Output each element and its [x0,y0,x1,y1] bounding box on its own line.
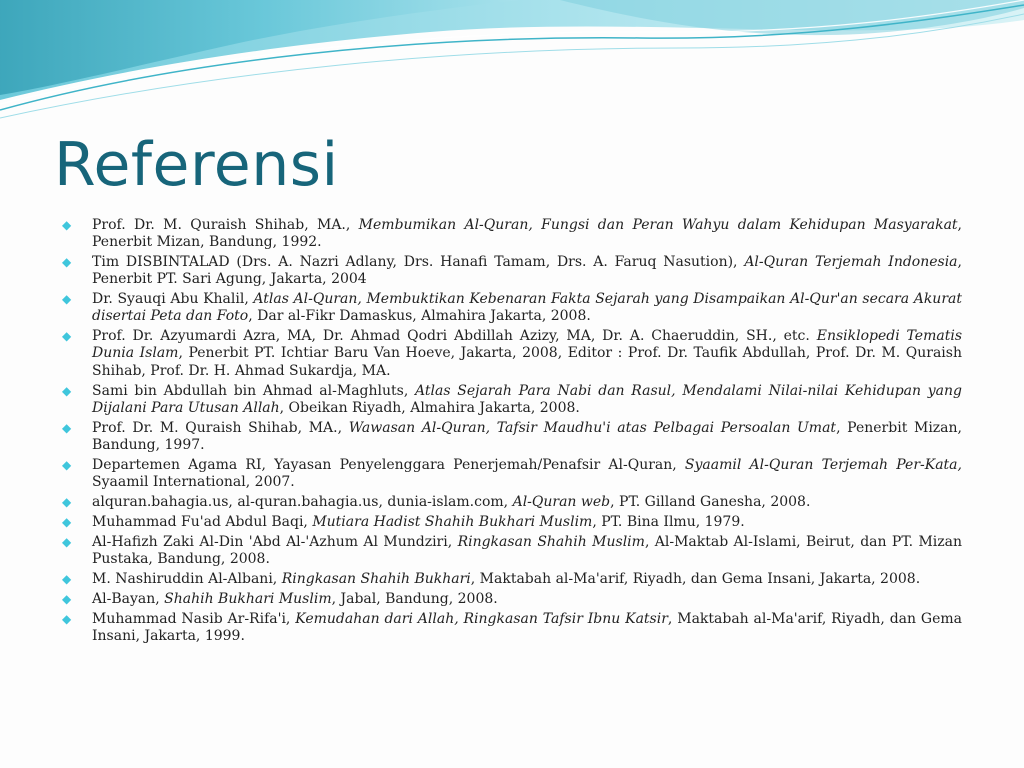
reference-item [62,254,962,288]
reference-after-text: , PT. Bina Ilmu, 1979. [592,513,745,530]
diamond-bullet-icon: ◆ [62,292,72,307]
reference-title: Shahih Bukhari Muslim [164,590,332,607]
reference-item [62,291,962,325]
reference-title: Atlas Sejarah Para Nabi dan Rasul, Mendalami Nilai-nilai Kehidupan yang Dijalani Para Utusan Allah [92,382,962,416]
reference-after-text: , Penerbit Mizan, Bandung, 1997. [92,419,962,453]
header-wave-decoration [0,0,1024,130]
reference-item [62,383,962,417]
reference-item [62,420,962,454]
diamond-bullet-icon: ◆ [62,534,72,549]
diamond-bullet-icon: ◆ [62,420,72,435]
reference-after-text: , Maktabah al-Ma'arif, Riyadh, dan Gema Insani, Jakarta, 1999. [92,610,962,644]
reference-title: Atlas Al-Quran, Membuktikan Kebenaran Fakta Sejarah yang Disampaikan Al-Qur'an secara Akurat disertai Peta dan Foto [92,291,962,325]
reference-before-text: Al-Hafizh Zaki Al-Din 'Abd Al-'Azhum Al Mundziri, [92,533,458,550]
diamond-bullet-icon: ◆ [62,571,72,586]
diamond-bullet-icon: ◆ [62,218,72,232]
reference-after-text: Syaamil International, 2007. [92,473,295,490]
reference-after-text: , Obeikan Riyadh, Almahira Jakarta, 2008. [279,399,580,416]
reference-item [62,591,962,608]
reference-title: Kemudahan dari Allah, Ringkasan Tafsir Ibnu Katsir [295,610,668,627]
reference-title: Membumikan Al-Quran, Fungsi dan Peran Wahyu dalam Kehidupan Masyarakat [358,217,958,233]
reference-title: Syaamil Al-Quran Terjemah Per-Kata, [684,456,962,473]
diamond-bullet-icon: ◆ [62,591,72,606]
reference-item [62,571,962,588]
reference-before-text: Al-Bayan, [92,590,165,607]
diamond-bullet-icon: ◆ [62,514,72,529]
reference-after-text: , Jabal, Bandung, 2008. [331,590,498,607]
reference-after-text: , Penerbit PT. Sari Agung, Jakarta, 2004 [92,254,962,288]
reference-before-text: M. Nashiruddin Al-Albani, [92,570,282,587]
diamond-bullet-icon: ◆ [62,494,72,509]
reference-before-text: Departemen Agama RI, Yayasan Penyelenggara Penerjemah/Penafsir Al-Quran, [92,456,685,473]
reference-item [62,611,962,645]
reference-before-text: Prof. Dr. Azyumardi Azra, MA, Dr. Ahmad Qodri Abdillah Azizy, MA, Dr. A. Chaeruddin, SH., etc. [92,328,817,345]
reference-title: Al-Quran web [512,493,611,510]
reference-item [62,514,962,531]
reference-title: Ringkasan Shahih Bukhari [281,570,471,587]
slide-title: Referensi [54,130,339,200]
reference-before-text: Tim DISBINTALAD (Drs. A. Nazri Adlany, Drs. Hanafi Tamam, Drs. A. Faruq Nasution), [92,254,745,271]
diamond-bullet-icon: ◆ [62,611,72,626]
reference-title: Wawasan Al-Quran, Tafsir Maudhu'i atas Pelbagai Persoalan Umat [348,419,837,436]
reference-item [62,328,962,380]
reference-before-text: Dr. Syauqi Abu Khalil, [92,291,254,308]
reference-title: Ensiklopedi Tematis Dunia Islam [92,328,963,362]
reference-before-text: Sami bin Abdullah bin Ahmad al-Maghluts, [92,382,415,399]
reference-before-text: Muhammad Nasib Ar-Rifa'i, [92,610,296,627]
reference-title: Mutiara Hadist Shahih Bukhari Muslim [312,513,593,530]
reference-before-text: Prof. Dr. M. Quraish Shihab, MA., [92,217,359,233]
reference-after-text: , Dar al-Fikr Damaskus, Almahira Jakarta, 2008. [248,308,591,325]
reference-before-text: Prof. Dr. M. Quraish Shihab, MA., [92,419,349,436]
reference-list [62,217,962,648]
reference-item [62,534,962,568]
reference-after-text: , PT. Gilland Ganesha, 2008. [610,493,811,510]
diamond-bullet-icon: ◆ [62,255,72,270]
reference-after-text: , Al-Maktab Al-Islami, Beirut, dan PT. Mizan Pustaka, Bandung, 2008. [92,533,962,567]
diamond-bullet-icon: ◆ [62,383,72,398]
reference-after-text: , Maktabah al-Ma'arif, Riyadh, dan Gema Insani, Jakarta, 2008. [470,570,921,587]
diamond-bullet-icon: ◆ [62,329,72,344]
reference-title: Ringkasan Shahih Muslim [457,533,645,550]
reference-item [62,457,962,491]
reference-title: Al-Quran Terjemah Indonesia [744,254,958,271]
reference-item [62,217,962,251]
reference-before-text: alquran.bahagia.us, al-quran.bahagia.us, dunia-islam.com, [92,493,513,510]
diamond-bullet-icon: ◆ [62,457,72,472]
reference-item [62,494,962,511]
reference-after-text: , Penerbit Mizan, Bandung, 1992. [92,217,962,251]
reference-before-text: Muhammad Fu'ad Abdul Baqi, [92,513,313,530]
reference-after-text: , Penerbit PT. Ichtiar Baru Van Hoeve, Jakarta, 2008, Editor : Prof. Dr. Taufik Abdullah, Prof. Dr. M. Quraish Shihab, Prof. Dr. H. Ahmad Sukardja, MA. [92,345,962,379]
